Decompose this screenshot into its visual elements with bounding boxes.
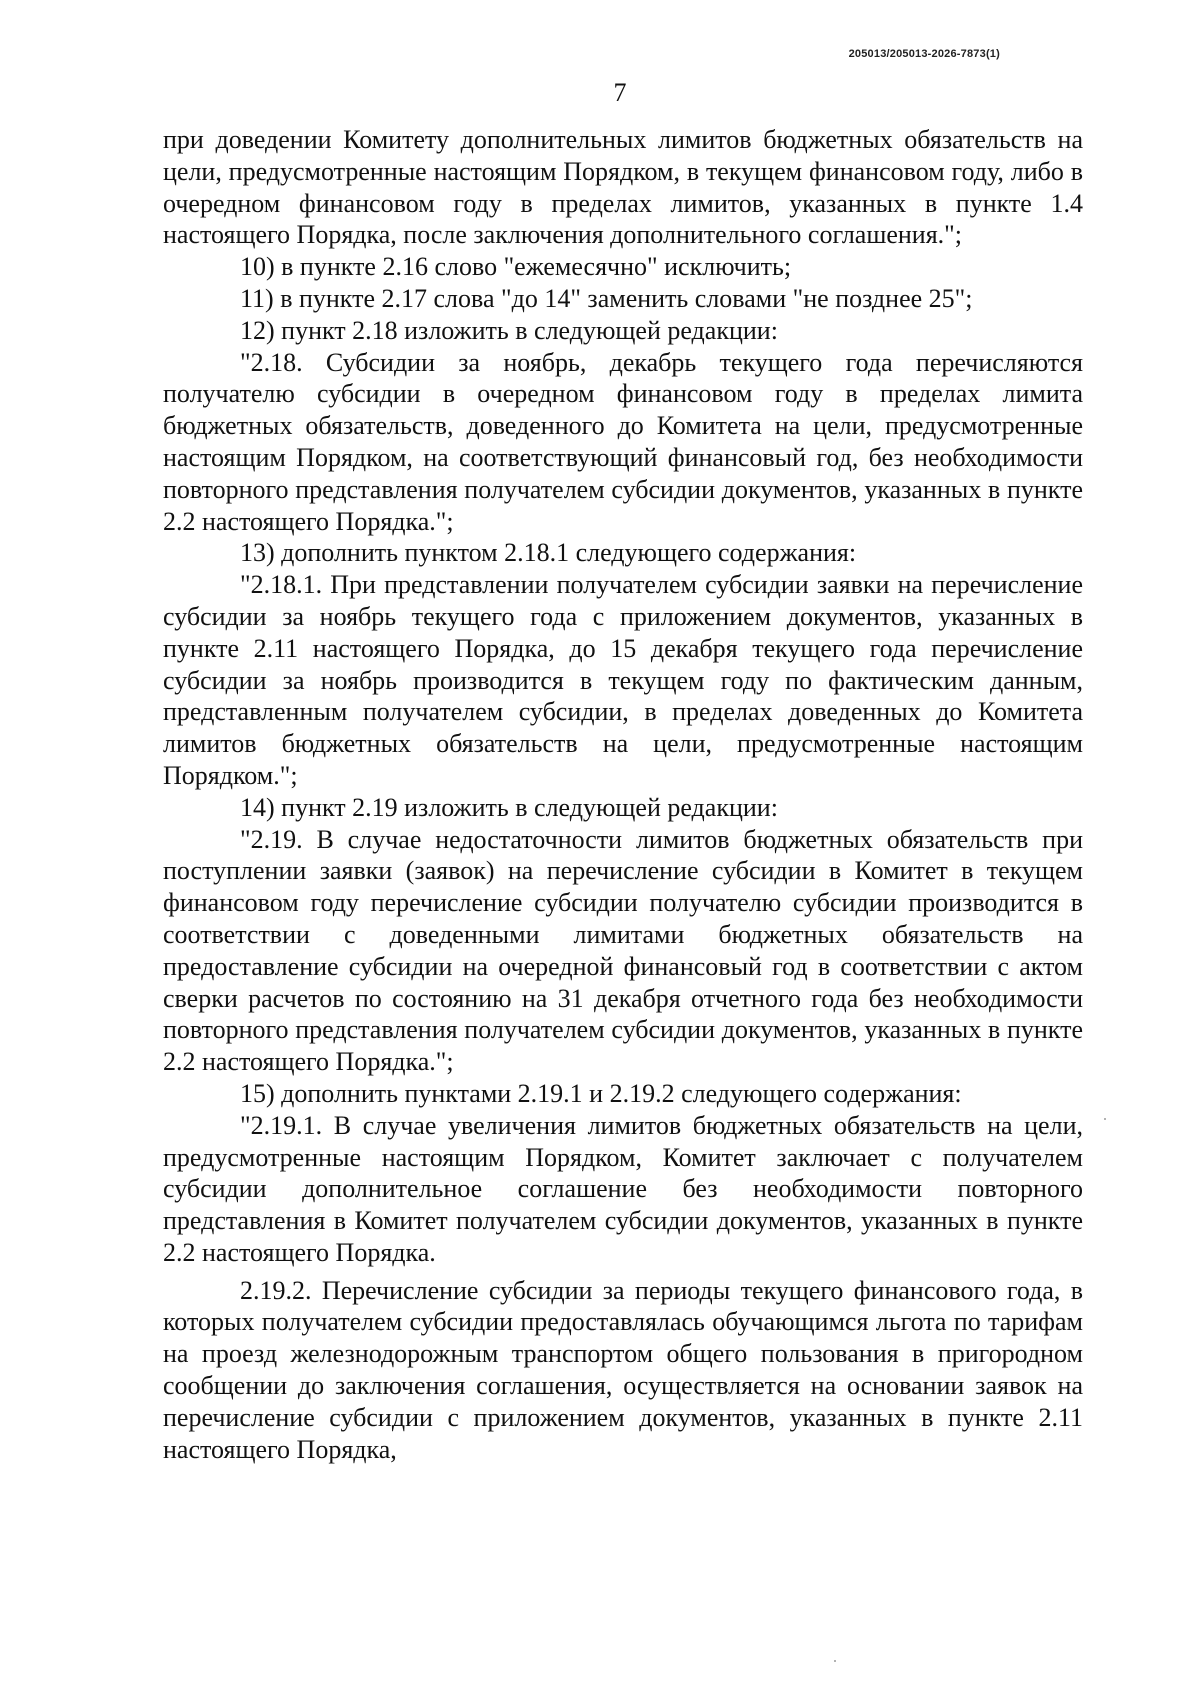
paragraph-6: 13) дополнить пунктом 2.18.1 следующего содержания: [240,538,857,568]
paragraph-4: 12) пункт 2.18 изложить в следующей редакции: [240,315,778,345]
document-body [163,124,1083,1465]
paragraph-2: 10) в пункте 2.16 слово "ежемесячно" исключить; [240,252,792,282]
paragraph-8: 14) пункт 2.19 изложить в следующей редакции: [240,792,778,822]
document-id: 205013/205013-2026-7873(1) [848,48,1000,60]
scan-speck [834,1660,836,1662]
paragraph-11: "2.19.1. В случае увеличения лимитов бюджетных обязательств на цели, предусмотренные настоящим Порядком, Комитет заключает с получателем субсидии дополнительное соглашение без необходимости повторного представления в Комитет получателем субсидии документов, указанных в пункте 2.2 настоящего Порядка. [163,1110,1083,1267]
paragraph-1: при доведении Комитету дополнительных лимитов бюджетных обязательств на цели, предусмотренные настоящим Порядком, в текущем финансовом году, либо в очередном финансовом году в пределах лимитов, указанных в пункте 1.4 настоящего Порядка, после заключения дополнительного соглашения."; [163,125,1083,250]
paragraph-7: "2.18.1. При представлении получателем субсидии заявки на перечисление субсидии за ноябрь текущего года с приложением документов, указанных в пункте 2.11 настоящего Порядка, до 15 декабря текущего года перечисление субсидии за ноябрь производится в текущем году по фактическим данным, представленным получателем субсидии, в пределах доведенных до Комитета лимитов бюджетных обязательств на цели, предусмотренные настоящим Порядком."; [163,570,1083,790]
paragraph-5: "2.18. Субсидии за ноябрь, декабрь текущего года перечисляются получателю субсидии в очередном финансовом году в пределах лимита бюджетных обязательств, доведенного до Комитета на цели, предусмотренные настоящим Порядком, на соответствующий финансовый год, без необходимости повторного представления получателем субсидии документов, указанных в пункте 2.2 настоящего Порядка."; [163,347,1083,536]
scan-speck [1104,1118,1106,1120]
paragraph-12: 2.19.2. Перечисление субсидии за периоды текущего финансового года, в которых получателем субсидии предоставлялась обучающимся льгота по тарифам на проезд железнодорожным транспортом общего пользования в пригородном сообщении до заключения соглашения, осуществляется на основании заявок на перечисление субсидии с приложением документов, указанных в пункте 2.11 настоящего Порядка, [163,1275,1083,1464]
paragraph-9: "2.19. В случае недостаточности лимитов бюджетных обязательств при поступлении заявки (заявок) на перечисление субсидии в Комитет в текущем финансовом году перечисление субсидии получателю субсидии производится в соответствии с доведенными лимитами бюджетных обязательств на предоставление субсидии на очередной финансовый год в соответствии с актом сверки расчетов по состоянию на 31 декабря отчетного года без необходимости повторного представления получателем субсидии документов, указанных в пункте 2.2 настоящего Порядка."; [163,824,1083,1077]
paragraph-10: 15) дополнить пунктами 2.19.1 и 2.19.2 следующего содержания: [240,1078,962,1108]
page-number: 7 [613,78,627,107]
paragraph-3: 11) в пункте 2.17 слова "до 14" заменить словами "не позднее 25"; [240,283,973,313]
